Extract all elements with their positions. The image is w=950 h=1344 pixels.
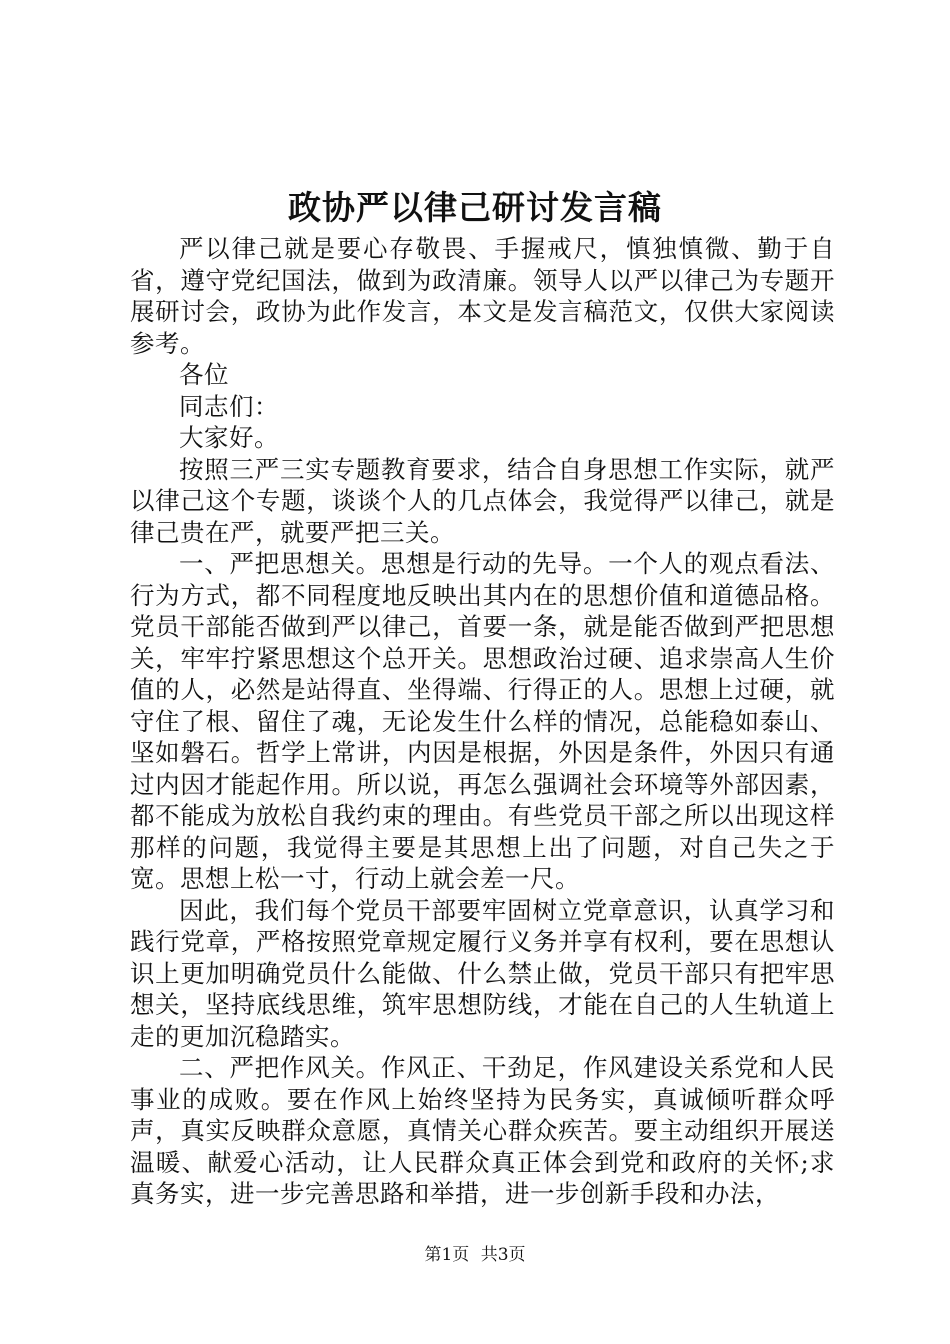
paragraph-intro: 严以律己就是要心存敬畏、手握戒尺，慎独慎微、勤于自省，遵守党纪国法，做到为政清廉。领导人以严以律己为专题开展研讨会，政协为此作发言，本文是发言稿范文，仅供大家阅读参考。 <box>130 234 835 358</box>
document-body <box>130 233 835 1210</box>
page-total: 共3页 <box>480 1245 526 1265</box>
paragraph-salutation: 各位 <box>179 360 229 389</box>
paragraph-therefore: 因此，我们每个党员干部要牢固树立党章意识，认真学习和践行党章，严格按照党章规定履行义务并享有权利，要在思想认识上更加明确党员什么能做、什么禁止做，党员干部只有把牢思想关，坚持底线思维，筑牢思想防线，才能在自己的人生轨道上走的更加沉稳踏实。 <box>130 895 835 1051</box>
paragraph-salutation-comrades: 同志们： <box>179 391 279 421</box>
paragraph-opening: 按照三严三实专题教育要求，结合自身思想工作实际，就严以律己这个专题，谈谈个人的几点体会，我觉得严以律己，就是律己贵在严，就要严把三关。 <box>130 454 835 547</box>
page-footer <box>0 1243 950 1267</box>
document-title: 政协严以律己研讨发言稿 <box>288 188 662 227</box>
paragraph-section-one: 一、严把思想关。思想是行动的先导。一个人的观点看法、行为方式，都不同程度地反映出其内在的思想价值和道德品格。党员干部能否做到严以律己，首要一条，就是能否做到严把思想关，牢牢拧紧思想这个总开关。思想政治过硬、追求崇高人生价值的人，必然是站得直、坐得端、行得正的人。思想上过硬，就守住了根、留住了魂，无论发生什么样的情况，总能稳如泰山、坚如磐石。哲学上常讲，内因是根据，外因是条件，外因只有通过内因才能起作用。所以说，再怎么强调社会环境等外部因素，都不能成为放松自我约束的理由。有些党员干部之所以出现这样那样的问题，我觉得主要是其思想上出了问题，对自己失之于宽。思想上松一寸，行动上就会差一尺。 <box>130 549 835 893</box>
page-number: 第1页 <box>424 1245 470 1265</box>
paragraph-greeting: 大家好。 <box>179 423 279 452</box>
paragraph-section-two: 二、严把作风关。作风正、干劲足，作风建设关系党和人民事业的成败。要在作风上始终坚持为民务实，真诚倾听群众呼声，真实反映群众意愿，真情关心群众疾苦。要主动组织开展送温暖、献爱心活动，让人民群众真正体会到党和政府的关怀;求真务实，进一步完善思路和举措，进一步创新手段和办法， <box>130 1053 835 1208</box>
